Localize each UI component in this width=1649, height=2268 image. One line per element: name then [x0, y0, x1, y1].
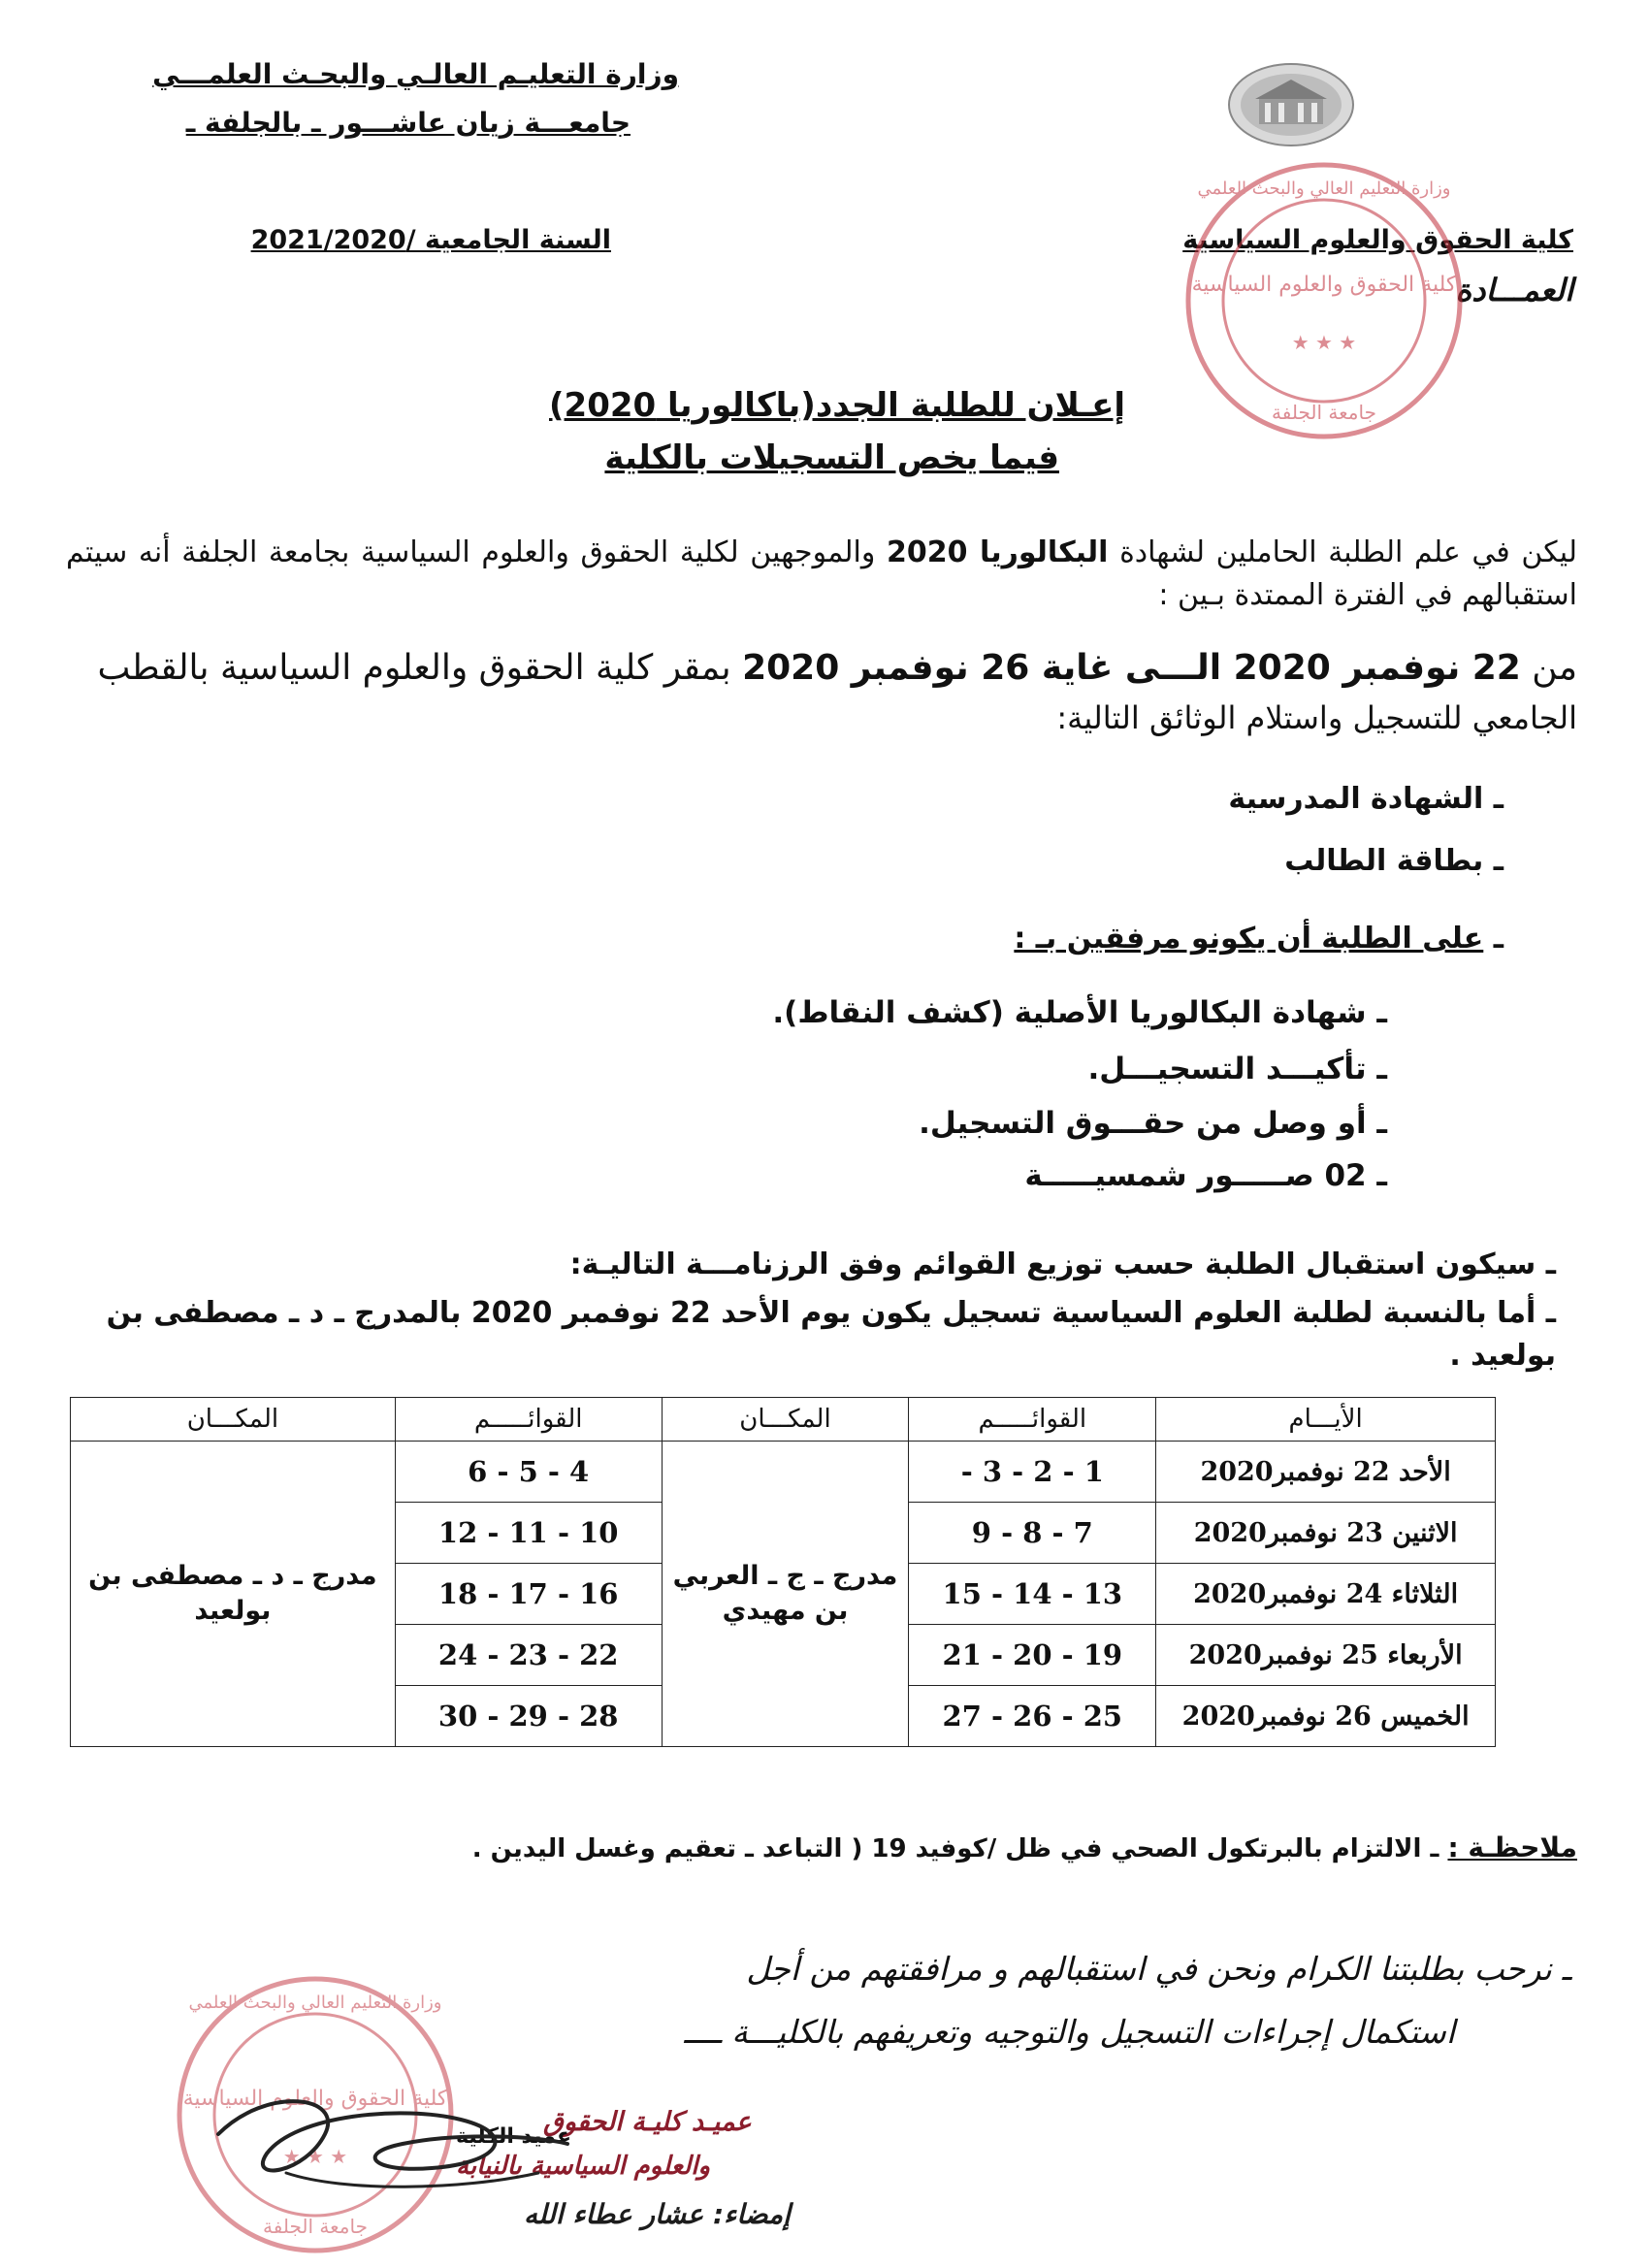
- doc-item-student-card: ـ بطاقة الطالب: [1284, 844, 1504, 878]
- stamp-center-text: كلية الحقوق والعلوم السياسية: [1191, 273, 1457, 297]
- attachment-item: ـ شهادة البكالوريا الأصلية (كشف النقاط).: [772, 995, 1387, 1030]
- university-name: جامعـــة زيان عاشـــور ـ بالجلفة ـ: [185, 107, 630, 139]
- announcement-title: إعـلان للطلبة الجدد(باكالوريا 2020): [549, 386, 1125, 425]
- lists-cell: 22 - 23 - 24: [395, 1625, 662, 1686]
- stamp-bottom-text: جامعة الجلفة: [1272, 401, 1376, 424]
- lists-cell: 4 - 5 - 6: [395, 1442, 662, 1503]
- day-cell: الأربعاء 25 نوفمبر2020: [1156, 1625, 1496, 1686]
- svg-text:★ ★ ★: ★ ★ ★: [1291, 331, 1357, 354]
- attachment-item: ـ 02 صـــــور شمسيـــــة: [1024, 1158, 1387, 1193]
- schedule-intro: ـ سيكون استقبال الطلبة حسب توزيع القوائم وفق الرزنامـــة التاليـة:: [569, 1247, 1556, 1281]
- place-cell-amphi-c: مدرج ـ ج ـ العربي بن مهيدي: [662, 1442, 909, 1747]
- header-place: المكـــان: [71, 1398, 396, 1442]
- lists-cell: 13 - 14 - 15: [909, 1564, 1156, 1625]
- schedule-table: [70, 1397, 1496, 1747]
- lists-cell: 7 - 8 - 9: [909, 1503, 1156, 1564]
- day-cell: الخميس 26 نوفمبر2020: [1156, 1686, 1496, 1747]
- stamp-bottom-text: جامعة الجلفة: [263, 2215, 368, 2238]
- note-text: ـ الالتزام بالبرتكول الصحي في ظل /كوفيد 19 ( التباعد ـ تعقيم وغسل اليدين .: [471, 1834, 1448, 1863]
- lists-cell: 1 - 2 - 3 -: [909, 1442, 1156, 1503]
- closing-line-1: ـ نرحب بطلبتنا الكرام ونحن في استقبالهم و مرافقتهم من أجل: [746, 1950, 1571, 1988]
- day-cell: الاثنين 23 نوفمبر2020: [1156, 1503, 1496, 1564]
- place-cell-amphi-d: مدرج ـ د ـ مصطفى بن بولعيد: [71, 1442, 396, 1747]
- header-days: الأيـــام: [1156, 1398, 1496, 1442]
- table-header-row: [71, 1398, 1496, 1442]
- signatory-name: إمضاء: عشار عطاء الله: [524, 2198, 791, 2230]
- svg-text:★ ★ ★: ★ ★ ★: [282, 2145, 348, 2168]
- announcement-subtitle: فيما يخص التسجيلات بالكلية: [604, 438, 1059, 477]
- university-logo: [1224, 60, 1358, 149]
- attachment-item: ـ أو وصل من حقـــوق التسجيل.: [919, 1106, 1387, 1141]
- ministry-name: وزارة التعليـم العالـي والبحـث العلمـــي: [152, 58, 679, 90]
- dean-stamp-line-2: والعلوم السياسية بالنيابة: [456, 2152, 711, 2181]
- header-place: المكـــان: [662, 1398, 909, 1442]
- intro-paragraph: ليكن في علم الطلبة الحاملين لشهادة البكالوريا 2020 والموجهين لكلية الحقوق والعلوم السياسية بجامعة الجلفة أنه سيتم استقبالهم في الفترة الممتدة بـين :: [66, 535, 1577, 612]
- lists-cell: 10 - 11 - 12: [395, 1503, 662, 1564]
- dean-stamp-line-1: عميـد كليـة الحقوق: [543, 2107, 752, 2137]
- faculty-stamp-top: [1179, 155, 1470, 446]
- attachment-item: ـ تأكيـــد التسجيـــل.: [1087, 1052, 1387, 1086]
- day-cell: الأحد 22 نوفمبر2020: [1156, 1442, 1496, 1503]
- closing-line-2: استكمال إجراءات التسجيل والتوجيه وتعريفهم بالكليـــة ــــ: [684, 2013, 1455, 2051]
- stamp-ring-text: وزارة التعليم العالي والبحث العلمي: [1197, 178, 1451, 199]
- dean-label: عميد الكلية: [456, 2124, 572, 2149]
- stamp-ring-text: وزارة التعليم العالي والبحث العلمي: [188, 1993, 442, 2013]
- lists-cell: 25 - 26 - 27: [909, 1686, 1156, 1747]
- doc-item-certificate: ـ الشهادة المدرسية: [1228, 782, 1504, 816]
- stamp-center-text: كلية الحقوق والعلوم السياسية: [182, 2087, 448, 2111]
- handwritten-signature: [209, 2076, 577, 2202]
- academic-year: السنة الجامعية /2021/2020: [250, 225, 611, 255]
- political-science-note: ـ أما بالنسبة لطلبة العلوم السياسية تسجيل يكون يوم الأحد 22 نوفمبر 2020 بالمدرج ـ د ـ مصطفى بن بولعيد .: [106, 1296, 1556, 1373]
- lists-cell: 16 - 17 - 18: [395, 1564, 662, 1625]
- registration-period: من 22 نوفمبر 2020 الـــى غاية 26 نوفمبر 2020 بمقر كلية الحقوق والعلوم السياسية بالقطب: [97, 648, 1577, 688]
- registration-purpose: الجامعي للتسجيل واستلام الوثائق التالية:: [1056, 699, 1577, 736]
- lists-cell: 19 - 20 - 21: [909, 1625, 1156, 1686]
- faculty-name: كلية الحقوق والعلوم السياسية: [1182, 225, 1573, 255]
- header-lists: القوائـــــم: [909, 1398, 1156, 1442]
- header-lists: القوائـــــم: [395, 1398, 662, 1442]
- attachments-header: ـ على الطلبة أن يكونو مرفقين بـ :: [1014, 922, 1504, 956]
- day-cell: الثلاثاء 24 نوفمبر2020: [1156, 1564, 1496, 1625]
- note: [472, 1831, 1577, 1863]
- lists-cell: 28 - 29 - 30: [395, 1686, 662, 1747]
- table-row: [71, 1442, 1496, 1503]
- note-label: ملاحظـة :: [1447, 1831, 1577, 1863]
- deanship-label: العمـــادة: [1455, 272, 1573, 308]
